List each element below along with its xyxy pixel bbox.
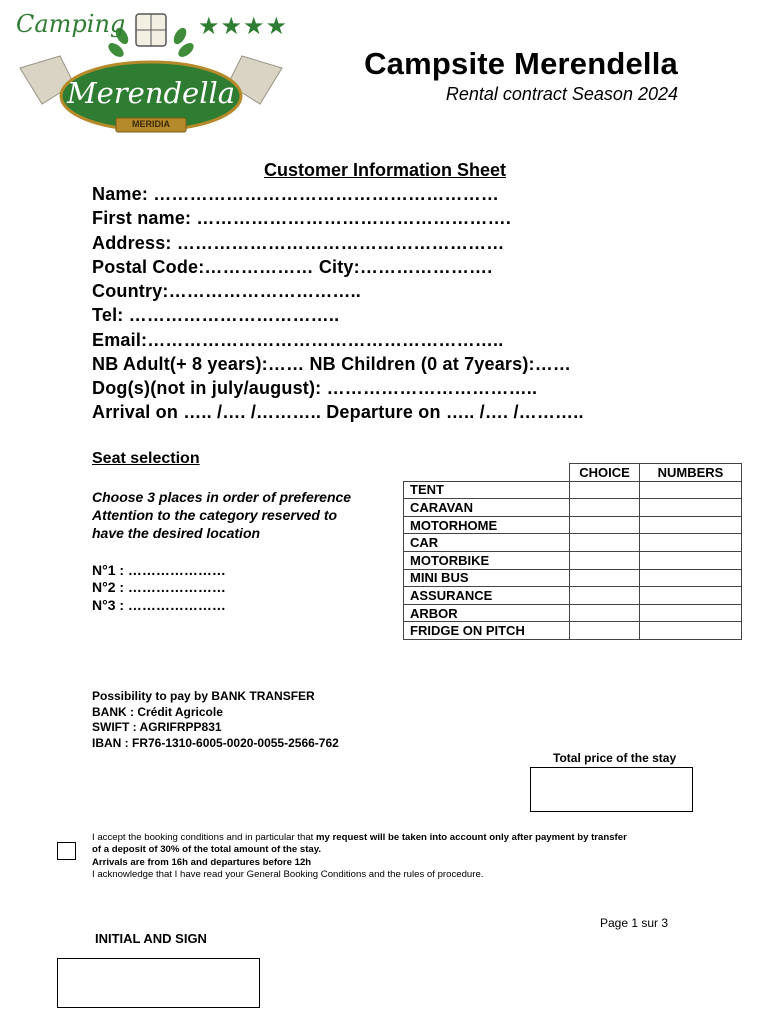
category-label: CAR [404,534,570,552]
logo-stars: ★★★★ [198,13,289,40]
choice-cell[interactable] [570,587,640,605]
table-header-choice: CHOICE [570,464,640,482]
adults-children-field[interactable]: NB Adult(+ 8 years):…… NB Children (0 at 7years):…… [92,354,572,374]
numbers-cell[interactable] [640,604,742,622]
numbers-cell[interactable] [640,569,742,587]
page-number: Page 1 sur 3 [600,916,669,930]
table-row [404,604,742,622]
numbers-cell[interactable] [640,587,742,605]
numbers-cell[interactable] [640,551,742,569]
table-header-numbers: NUMBERS [640,464,742,482]
seat-selection-title: Seat selection [92,450,200,467]
table-row [404,534,742,552]
conditions-line-3: Arrivals are from 16h and departures before 12h [92,857,312,868]
category-label: MOTORHOME [404,516,570,534]
table-row [404,587,742,605]
table-header-row [404,464,742,482]
choice-cell[interactable] [570,499,640,517]
postal-code-city-field[interactable]: Postal Code:……………… City:…………………. [92,257,493,277]
choice-3-field[interactable]: N°3 : ………………… [92,597,226,613]
sign-label: INITIAL AND SIGN [95,931,207,946]
logo-ribbon-text: MERIDIA [132,119,170,129]
category-label: CARAVAN [404,499,570,517]
bank-iban: IBAN : FR76-1310-6005-0020-0055-2566-762 [92,736,339,750]
choice-cell[interactable] [570,622,640,640]
category-label: FRIDGE ON PITCH [404,622,570,640]
conditions-line-1 [92,832,627,843]
seat-instruction-line: Choose 3 places in order of preference [92,489,352,505]
table-row [404,481,742,499]
choice-1-field[interactable]: N°1 : ………………… [92,562,226,578]
table-row [404,622,742,640]
total-price-box[interactable] [530,767,693,812]
choice-cell[interactable] [570,534,640,552]
table-row [404,551,742,569]
choice-cell[interactable] [570,516,640,534]
arrival-departure-field[interactable]: Arrival on ….. /…. /……….. Departure on ….. /…. /……….. [92,402,584,422]
table-row [404,516,742,534]
category-label: ASSURANCE [404,587,570,605]
logo-camping-text: Camping [16,10,126,38]
table-row [404,569,742,587]
numbers-cell[interactable] [640,499,742,517]
first-name-field[interactable]: First name: ……………………………………………. [92,208,512,228]
conditions-line-4: I acknowledge that I have read your General Booking Conditions and the rules of procedure. [92,869,484,880]
choice-cell[interactable] [570,551,640,569]
conditions-text: I accept the booking conditions and in particular that [92,832,316,843]
page-title: Campsite Merendella [364,46,678,81]
campsite-logo [12,6,290,138]
page-subtitle: Rental contract Season 2024 [445,84,678,104]
numbers-cell[interactable] [640,481,742,499]
conditions-line-2: of a deposit of 30% of the total amount of the stay. [92,844,322,855]
bank-transfer-heading: Possibility to pay by BANK TRANSFER [92,689,315,703]
category-label: MOTORBIKE [404,551,570,569]
table-header-blank [404,464,570,482]
dogs-field[interactable]: Dog(s)(not in july/august): …………………………….. [92,378,538,398]
bank-swift: SWIFT : AGRIFRPP831 [92,720,222,734]
signature-box[interactable] [57,958,260,1008]
numbers-cell[interactable] [640,516,742,534]
seat-instruction-line: Attention to the category reserved to [92,507,338,523]
accept-conditions-checkbox[interactable] [57,842,76,860]
total-price-label: Total price of the stay [553,751,677,765]
name-field[interactable]: Name: ………………………………………………… [92,184,500,204]
country-field[interactable]: Country:………………………….. [92,281,361,301]
choice-cell[interactable] [570,604,640,622]
logo-name-text: Merendella [66,76,236,110]
conditions-emphasis: my request will be taken into account only after payment by transfer [316,832,627,843]
choice-cell[interactable] [570,481,640,499]
category-label: ARBOR [404,604,570,622]
email-field[interactable]: Email:………………………………………………….. [92,330,504,350]
category-label: TENT [404,481,570,499]
choice-2-field[interactable]: N°2 : ………………… [92,579,226,595]
table-row [404,499,742,517]
tel-field[interactable]: Tel: …………………………….. [92,305,340,325]
choice-cell[interactable] [570,569,640,587]
customer-sheet-title: Customer Information Sheet [263,160,507,180]
category-label: MINI BUS [404,569,570,587]
category-table [403,463,742,640]
numbers-cell[interactable] [640,534,742,552]
seat-instruction-line: have the desired location [92,525,261,541]
numbers-cell[interactable] [640,622,742,640]
address-field[interactable]: Address: ……………………………………………… [92,233,505,253]
bank-name: BANK : Crédit Agricole [92,705,223,719]
